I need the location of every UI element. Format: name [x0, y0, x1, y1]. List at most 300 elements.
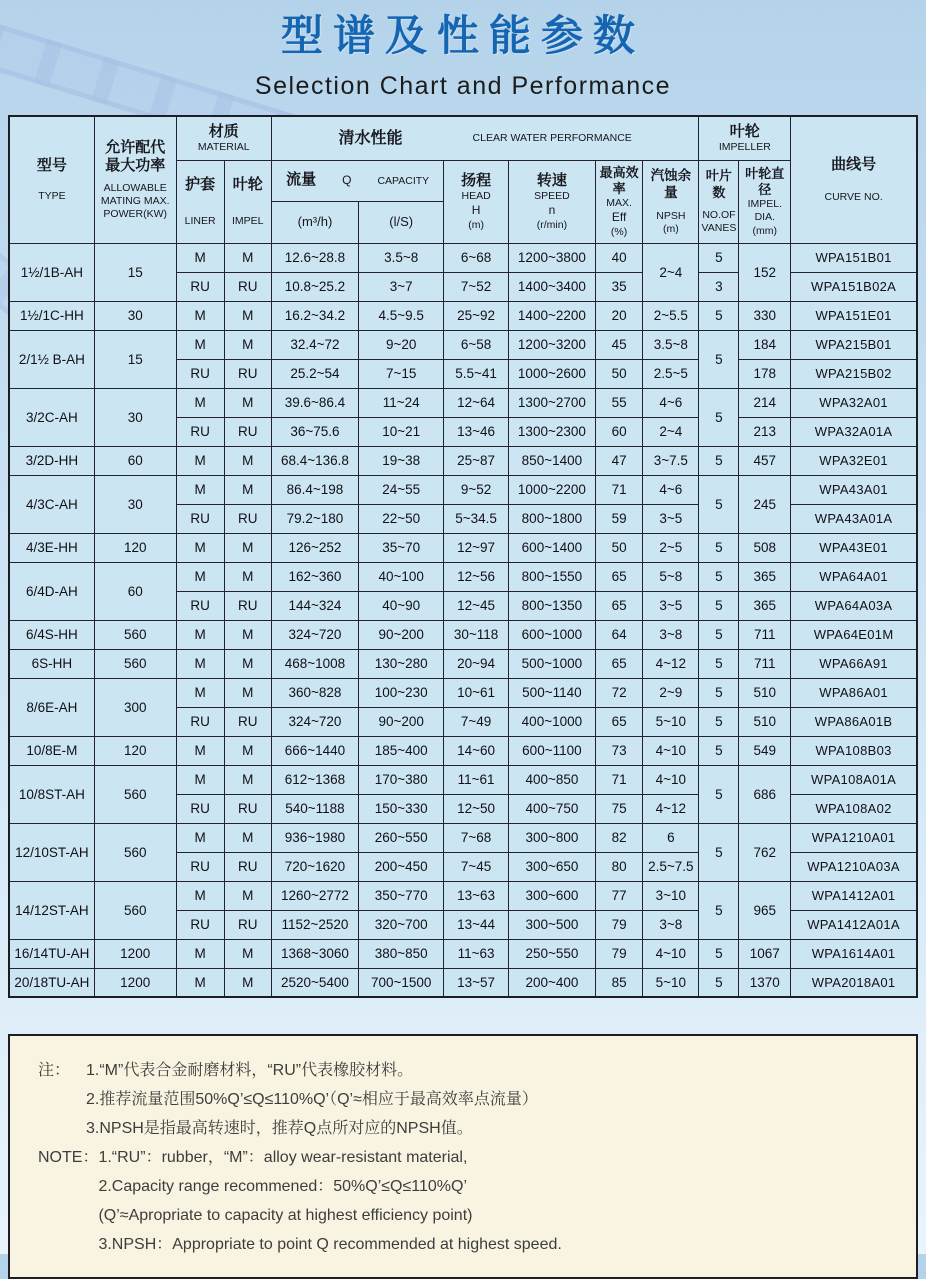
curve-cell: WPA32A01A — [791, 417, 917, 446]
power-cell: 15 — [94, 330, 176, 388]
npsh-cell: 2~4 — [643, 243, 699, 301]
npsh-cell: 2~9 — [643, 678, 699, 707]
dia-cell: 686 — [739, 765, 791, 823]
head-cell: 20~94 — [444, 649, 508, 678]
speed-cell: 600~1400 — [508, 533, 595, 562]
impel-cell: RU — [224, 707, 271, 736]
impel-cell: RU — [224, 852, 271, 881]
npsh-cell: 4~12 — [643, 794, 699, 823]
eff-cell: 79 — [595, 910, 642, 939]
dia-cell: 510 — [739, 707, 791, 736]
type-cell: 3/2C-AH — [9, 388, 94, 446]
curve-cell: WPA108B03 — [791, 736, 917, 765]
speed-cell: 1000~2200 — [508, 475, 595, 504]
curve-cell: WPA1210A01 — [791, 823, 917, 852]
ls-cell: 170~380 — [359, 765, 444, 794]
speed-cell: 800~1800 — [508, 504, 595, 533]
vanes-cell: 5 — [699, 649, 739, 678]
curve-cell: WPA1614A01 — [791, 939, 917, 968]
m3h-cell: 2520~5400 — [271, 968, 358, 997]
impel-cell: M — [224, 620, 271, 649]
page-header — [0, 0, 926, 101]
speed-cell: 1300~2700 — [508, 388, 595, 417]
notes-en-lines — [98, 1143, 902, 1259]
impel-cell: RU — [224, 794, 271, 823]
performance-table-body — [9, 243, 917, 997]
note-line: 2.Capacity range recommened：50%Q’≤Q≤110%Q’ — [98, 1178, 468, 1196]
ls-cell: 700~1500 — [359, 968, 444, 997]
vanes-cell: 5 — [699, 823, 739, 881]
ls-cell: 10~21 — [359, 417, 444, 446]
m3h-cell: 1368~3060 — [271, 939, 358, 968]
m3h-cell: 144~324 — [271, 591, 358, 620]
impel-cell: M — [224, 968, 271, 997]
header-capacity: 流量 Q CAPACITY — [271, 160, 444, 201]
m3h-cell: 79.2~180 — [271, 504, 358, 533]
impel-cell: M — [224, 939, 271, 968]
head-cell: 30~118 — [444, 620, 508, 649]
liner-cell: M — [176, 446, 224, 475]
m3h-cell: 25.2~54 — [271, 359, 358, 388]
curve-cell: WPA32E01 — [791, 446, 917, 475]
table-row — [9, 881, 917, 910]
curve-cell: WPA215B02 — [791, 359, 917, 388]
npsh-cell: 3~7.5 — [643, 446, 699, 475]
curve-cell: WPA86A01B — [791, 707, 917, 736]
liner-cell: M — [176, 881, 224, 910]
ls-cell: 90~200 — [359, 707, 444, 736]
page-title: 型谱及性能参数 — [280, 12, 645, 59]
eff-cell: 75 — [595, 794, 642, 823]
curve-cell: WPA151B02A — [791, 272, 917, 301]
head-cell: 13~63 — [444, 881, 508, 910]
eff-cell: 73 — [595, 736, 642, 765]
power-cell: 30 — [94, 388, 176, 446]
impel-cell: M — [224, 301, 271, 330]
header-capacity-m3h: (m³/h) — [271, 201, 358, 243]
liner-cell: M — [176, 330, 224, 359]
ls-cell: 100~230 — [359, 678, 444, 707]
eff-cell: 20 — [595, 301, 642, 330]
note-line: 1.“RU”：rubber，“M”：alloy wear-resistant material, — [98, 1149, 468, 1167]
head-cell: 7~49 — [444, 707, 508, 736]
type-cell: 14/12ST-AH — [9, 881, 94, 939]
header-type: 型号 TYPE — [9, 116, 94, 243]
speed-cell: 400~1000 — [508, 707, 595, 736]
type-cell: 10/8ST-AH — [9, 765, 94, 823]
eff-cell: 50 — [595, 359, 642, 388]
eff-cell: 45 — [595, 330, 642, 359]
type-cell: 12/10ST-AH — [9, 823, 94, 881]
type-cell: 4/3E-HH — [9, 533, 94, 562]
type-cell: 8/6E-AH — [9, 678, 94, 736]
type-cell: 6/4D-AH — [9, 562, 94, 620]
power-cell: 30 — [94, 475, 176, 533]
dia-cell: 1067 — [739, 939, 791, 968]
vanes-cell: 5 — [699, 678, 739, 707]
type-cell: 1½/1B-AH — [9, 243, 94, 301]
dia-cell: 711 — [739, 620, 791, 649]
speed-cell: 1400~3400 — [508, 272, 595, 301]
m3h-cell: 324~720 — [271, 620, 358, 649]
speed-cell: 800~1550 — [508, 562, 595, 591]
head-cell: 10~61 — [444, 678, 508, 707]
ls-cell: 35~70 — [359, 533, 444, 562]
npsh-cell: 4~6 — [643, 388, 699, 417]
m3h-cell: 540~1188 — [271, 794, 358, 823]
power-cell: 560 — [94, 620, 176, 649]
note-line: 3.NPSH：Appropriate to point Q recommended at highest speed. — [98, 1236, 562, 1254]
liner-cell: M — [176, 243, 224, 272]
table-row — [9, 562, 917, 591]
liner-cell: RU — [176, 852, 224, 881]
npsh-cell: 5~10 — [643, 968, 699, 997]
liner-cell: M — [176, 765, 224, 794]
notes-box — [8, 1034, 918, 1279]
ls-cell: 9~20 — [359, 330, 444, 359]
liner-cell: RU — [176, 707, 224, 736]
ls-cell: 3.5~8 — [359, 243, 444, 272]
npsh-cell: 3~5 — [643, 591, 699, 620]
impel-cell: M — [224, 823, 271, 852]
speed-cell: 250~550 — [508, 939, 595, 968]
m3h-cell: 360~828 — [271, 678, 358, 707]
eff-cell: 65 — [595, 649, 642, 678]
m3h-cell: 162~360 — [271, 562, 358, 591]
power-cell: 60 — [94, 446, 176, 475]
ls-cell: 4.5~9.5 — [359, 301, 444, 330]
head-cell: 13~46 — [444, 417, 508, 446]
impel-cell: RU — [224, 359, 271, 388]
liner-cell: RU — [176, 359, 224, 388]
dia-cell: 152 — [739, 243, 791, 301]
header-npsh: 汽蚀余量 NPSH (m) — [643, 160, 699, 243]
curve-cell: WPA64A03A — [791, 591, 917, 620]
power-cell: 560 — [94, 823, 176, 881]
liner-cell: RU — [176, 910, 224, 939]
npsh-cell: 2~5 — [643, 533, 699, 562]
speed-cell: 500~1140 — [508, 678, 595, 707]
npsh-cell: 4~6 — [643, 475, 699, 504]
speed-cell: 1000~2600 — [508, 359, 595, 388]
m3h-cell: 39.6~86.4 — [271, 388, 358, 417]
notes-cn-block — [24, 1056, 902, 1143]
head-cell: 5.5~41 — [444, 359, 508, 388]
ls-cell: 380~850 — [359, 939, 444, 968]
header-liner: 护套 LINER — [176, 160, 224, 243]
npsh-cell: 3~8 — [643, 620, 699, 649]
table-row — [9, 968, 917, 997]
note-line: (Q’≈Apropriate to capacity at highest efficiency point) — [98, 1207, 473, 1225]
header-speed: 转速 SPEED n (r/min) — [508, 160, 595, 243]
eff-cell: 64 — [595, 620, 642, 649]
table-row — [9, 620, 917, 649]
speed-cell: 500~1000 — [508, 649, 595, 678]
header-material: 材质 MATERIAL — [176, 116, 271, 160]
type-cell: 10/8E-M — [9, 736, 94, 765]
power-cell: 120 — [94, 533, 176, 562]
speed-cell: 1200~3800 — [508, 243, 595, 272]
impel-cell: RU — [224, 272, 271, 301]
ls-cell: 19~38 — [359, 446, 444, 475]
vanes-cell: 3 — [699, 272, 739, 301]
vanes-cell: 5 — [699, 533, 739, 562]
m3h-cell: 612~1368 — [271, 765, 358, 794]
notes-en-label: NOTE： — [38, 1149, 99, 1167]
ls-cell: 40~90 — [359, 591, 444, 620]
impel-cell: M — [224, 736, 271, 765]
head-cell: 25~92 — [444, 301, 508, 330]
impel-cell: M — [224, 678, 271, 707]
curve-cell: WPA151B01 — [791, 243, 917, 272]
m3h-cell: 1260~2772 — [271, 881, 358, 910]
note-line: 3.NPSH是指最高转速时，推荐Q点所对应的NPSH值。 — [86, 1120, 473, 1138]
liner-cell: M — [176, 620, 224, 649]
table-row — [9, 388, 917, 417]
vanes-cell: 5 — [699, 475, 739, 533]
ls-cell: 150~330 — [359, 794, 444, 823]
dia-cell: 508 — [739, 533, 791, 562]
speed-cell: 1400~2200 — [508, 301, 595, 330]
head-cell: 13~44 — [444, 910, 508, 939]
eff-cell: 85 — [595, 968, 642, 997]
npsh-cell: 3~10 — [643, 881, 699, 910]
curve-cell: WPA86A01 — [791, 678, 917, 707]
liner-cell: M — [176, 301, 224, 330]
vanes-cell: 5 — [699, 330, 739, 388]
curve-cell: WPA66A91 — [791, 649, 917, 678]
eff-cell: 35 — [595, 272, 642, 301]
head-cell: 12~56 — [444, 562, 508, 591]
table-row — [9, 446, 917, 475]
table-row — [9, 736, 917, 765]
head-cell: 5~34.5 — [444, 504, 508, 533]
liner-cell: M — [176, 475, 224, 504]
table-row — [9, 678, 917, 707]
curve-cell: WPA1210A03A — [791, 852, 917, 881]
liner-cell: M — [176, 939, 224, 968]
dia-cell: 510 — [739, 678, 791, 707]
speed-cell: 800~1350 — [508, 591, 595, 620]
npsh-cell: 4~12 — [643, 649, 699, 678]
table-row — [9, 939, 917, 968]
liner-cell: M — [176, 562, 224, 591]
curve-cell: WPA108A01A — [791, 765, 917, 794]
eff-cell: 47 — [595, 446, 642, 475]
note-line: 1.“M”代表合金耐磨材料，“RU”代表橡胶材料。 — [86, 1062, 414, 1080]
curve-cell: WPA64E01M — [791, 620, 917, 649]
m3h-cell: 36~75.6 — [271, 417, 358, 446]
ls-cell: 7~15 — [359, 359, 444, 388]
header-capacity-ls: (l/S) — [359, 201, 444, 243]
speed-cell: 400~750 — [508, 794, 595, 823]
m3h-cell: 86.4~198 — [271, 475, 358, 504]
type-cell: 1½/1C-HH — [9, 301, 94, 330]
speed-cell: 300~650 — [508, 852, 595, 881]
m3h-cell: 68.4~136.8 — [271, 446, 358, 475]
page-subtitle: Selection Chart and Performance — [254, 72, 672, 101]
curve-cell: WPA64A01 — [791, 562, 917, 591]
performance-table — [8, 115, 918, 998]
ls-cell: 40~100 — [359, 562, 444, 591]
m3h-cell: 12.6~28.8 — [271, 243, 358, 272]
npsh-cell: 4~10 — [643, 736, 699, 765]
dia-cell: 245 — [739, 475, 791, 533]
head-cell: 7~52 — [444, 272, 508, 301]
vanes-cell: 5 — [699, 562, 739, 591]
eff-cell: 79 — [595, 939, 642, 968]
eff-cell: 40 — [595, 243, 642, 272]
npsh-cell: 4~10 — [643, 765, 699, 794]
note-line: 2.推荐流量范围50%Q’≤Q≤110%Q’（Q’≈相应于最高效率点流量） — [86, 1091, 538, 1109]
curve-cell: WPA32A01 — [791, 388, 917, 417]
impel-cell: RU — [224, 591, 271, 620]
dia-cell: 178 — [739, 359, 791, 388]
eff-cell: 55 — [595, 388, 642, 417]
ls-cell: 320~700 — [359, 910, 444, 939]
curve-cell: WPA2018A01 — [791, 968, 917, 997]
liner-cell: M — [176, 533, 224, 562]
eff-cell: 80 — [595, 852, 642, 881]
m3h-cell: 32.4~72 — [271, 330, 358, 359]
impel-cell: RU — [224, 910, 271, 939]
m3h-cell: 324~720 — [271, 707, 358, 736]
type-cell: 2/1½ B-AH — [9, 330, 94, 388]
eff-cell: 60 — [595, 417, 642, 446]
liner-cell: M — [176, 678, 224, 707]
notes-cn-label: 注： — [38, 1062, 71, 1080]
head-cell: 13~57 — [444, 968, 508, 997]
eff-cell: 82 — [595, 823, 642, 852]
vanes-cell: 5 — [699, 968, 739, 997]
curve-cell: WPA43E01 — [791, 533, 917, 562]
header-impel: 叶轮 IMPEL — [224, 160, 271, 243]
vanes-cell: 5 — [699, 736, 739, 765]
dia-cell: 213 — [739, 417, 791, 446]
power-cell: 30 — [94, 301, 176, 330]
dia-cell: 965 — [739, 881, 791, 939]
eff-cell: 71 — [595, 765, 642, 794]
liner-cell: M — [176, 649, 224, 678]
selection-chart-table-wrap — [8, 115, 918, 998]
liner-cell: M — [176, 823, 224, 852]
ls-cell: 130~280 — [359, 649, 444, 678]
npsh-cell: 2.5~7.5 — [643, 852, 699, 881]
dia-cell: 365 — [739, 591, 791, 620]
ls-cell: 90~200 — [359, 620, 444, 649]
speed-cell: 400~850 — [508, 765, 595, 794]
head-cell: 25~87 — [444, 446, 508, 475]
npsh-cell: 4~10 — [643, 939, 699, 968]
npsh-cell: 3~5 — [643, 504, 699, 533]
power-cell: 1200 — [94, 939, 176, 968]
ls-cell: 24~55 — [359, 475, 444, 504]
type-cell: 4/3C-AH — [9, 475, 94, 533]
curve-cell: WPA1412A01 — [791, 881, 917, 910]
m3h-cell: 126~252 — [271, 533, 358, 562]
header-impeller: 叶轮 IMPELLER — [699, 116, 791, 160]
impel-cell: RU — [224, 504, 271, 533]
header-vanes: 叶片数 NO.OF VANES — [699, 160, 739, 243]
ls-cell: 11~24 — [359, 388, 444, 417]
impel-cell: M — [224, 475, 271, 504]
speed-cell: 600~1000 — [508, 620, 595, 649]
type-cell: 20/18TU-AH — [9, 968, 94, 997]
m3h-cell: 666~1440 — [271, 736, 358, 765]
ls-cell: 260~550 — [359, 823, 444, 852]
dia-cell: 330 — [739, 301, 791, 330]
liner-cell: RU — [176, 417, 224, 446]
npsh-cell: 3.5~8 — [643, 330, 699, 359]
speed-cell: 300~600 — [508, 881, 595, 910]
eff-cell: 71 — [595, 475, 642, 504]
ls-cell: 185~400 — [359, 736, 444, 765]
header-max-eff: 最高效率 MAX. Eff (%) — [595, 160, 642, 243]
table-row — [9, 243, 917, 272]
impel-cell: M — [224, 388, 271, 417]
vanes-cell: 5 — [699, 243, 739, 272]
npsh-cell: 5~8 — [643, 562, 699, 591]
speed-cell: 300~500 — [508, 910, 595, 939]
header-clear-water-performance: 清水性能 CLEAR WATER PERFORMANCE — [271, 116, 699, 160]
m3h-cell: 720~1620 — [271, 852, 358, 881]
speed-cell: 300~800 — [508, 823, 595, 852]
speed-cell: 850~1400 — [508, 446, 595, 475]
liner-cell: M — [176, 736, 224, 765]
head-cell: 11~61 — [444, 765, 508, 794]
curve-cell: WPA108A02 — [791, 794, 917, 823]
head-cell: 7~45 — [444, 852, 508, 881]
power-cell: 120 — [94, 736, 176, 765]
curve-cell: WPA1412A01A — [791, 910, 917, 939]
head-cell: 7~68 — [444, 823, 508, 852]
liner-cell: M — [176, 968, 224, 997]
vanes-cell: 5 — [699, 707, 739, 736]
ls-cell: 22~50 — [359, 504, 444, 533]
vanes-cell: 5 — [699, 881, 739, 939]
impel-cell: M — [224, 562, 271, 591]
ls-cell: 3~7 — [359, 272, 444, 301]
head-cell: 6~58 — [444, 330, 508, 359]
eff-cell: 72 — [595, 678, 642, 707]
eff-cell: 65 — [595, 707, 642, 736]
impel-cell: M — [224, 649, 271, 678]
dia-cell: 457 — [739, 446, 791, 475]
notes-cn-lines — [86, 1056, 902, 1143]
impel-cell: M — [224, 243, 271, 272]
impel-cell: M — [224, 881, 271, 910]
impel-cell: RU — [224, 417, 271, 446]
dia-cell: 549 — [739, 736, 791, 765]
impel-cell: M — [224, 533, 271, 562]
npsh-cell: 6 — [643, 823, 699, 852]
table-row — [9, 765, 917, 794]
ls-cell: 200~450 — [359, 852, 444, 881]
type-cell: 16/14TU-AH — [9, 939, 94, 968]
header-head: 扬程 HEAD H (m) — [444, 160, 508, 243]
power-cell: 60 — [94, 562, 176, 620]
power-cell: 1200 — [94, 968, 176, 997]
head-cell: 12~97 — [444, 533, 508, 562]
header-power: 允许配代 最大功率 ALLOWABLE MATING MAX. POWER(KW) — [94, 116, 176, 243]
vanes-cell: 5 — [699, 388, 739, 446]
npsh-cell: 3~8 — [643, 910, 699, 939]
eff-cell: 77 — [595, 881, 642, 910]
m3h-cell: 468~1008 — [271, 649, 358, 678]
power-cell: 560 — [94, 881, 176, 939]
speed-cell: 200~400 — [508, 968, 595, 997]
type-cell: 6/4S-HH — [9, 620, 94, 649]
